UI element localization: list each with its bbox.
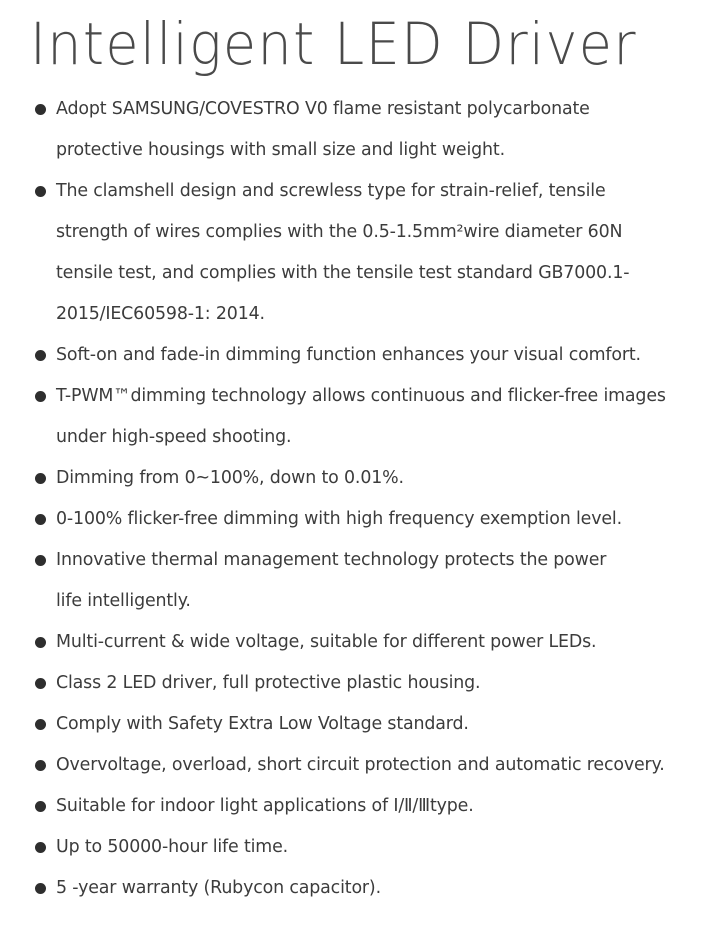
list-item [0, 786, 703, 827]
bullet-icon [35, 473, 46, 484]
bullet-icon [35, 842, 46, 853]
bullet-icon [35, 801, 46, 812]
feature-text: Soft-on and fade-in dimming function enhances your visual comfort. [56, 345, 641, 365]
feature-text: Dimming from 0~100%, down to 0.01%. [56, 468, 404, 488]
feature-text: Comply with Safety Extra Low Voltage standard. [56, 714, 469, 734]
list-item [0, 704, 703, 745]
feature-text: Up to 50000-hour life time. [56, 837, 289, 857]
feature-text: T-PWM™dimming technology allows continuous and flicker-free images under high-speed shooting. [56, 386, 666, 447]
feature-text: Multi-current & wide voltage, suitable for different power LEDs. [56, 632, 597, 652]
list-item [0, 171, 703, 335]
list-item [0, 745, 703, 786]
feature-text: The clamshell design and screwless type for strain-relief, tensile strength of wires complies with the 0.5-1.5mm²wire diameter 60N tensile test, and complies with the tensile test standard GB7000.1- 2015/IEC60598-1: 2014. [56, 181, 630, 324]
bullet-icon [35, 637, 46, 648]
list-item [0, 335, 703, 376]
list-item [0, 499, 703, 540]
bullet-icon [35, 883, 46, 894]
feature-list [0, 89, 703, 909]
list-item [0, 540, 703, 622]
feature-text: Class 2 LED driver, full protective plastic housing. [56, 673, 481, 693]
list-item [0, 376, 703, 458]
page-title: Intelligent LED Driver [30, 10, 637, 78]
bullet-icon [35, 719, 46, 730]
list-item [0, 622, 703, 663]
bullet-icon [35, 514, 46, 525]
feature-text: 0-100% flicker-free dimming with high frequency exemption level. [56, 509, 622, 529]
feature-text: Adopt SAMSUNG/COVESTRO V0 flame resistant polycarbonate protective housings with small size and light weight. [56, 99, 590, 160]
bullet-icon [35, 760, 46, 771]
bullet-icon [35, 678, 46, 689]
list-item [0, 868, 703, 909]
list-item [0, 663, 703, 704]
bullet-icon [35, 350, 46, 361]
bullet-icon [35, 104, 46, 115]
bullet-icon [35, 186, 46, 197]
feature-text: Overvoltage, overload, short circuit protection and automatic recovery. [56, 755, 665, 775]
feature-text: 5 -year warranty (Rubycon capacitor). [56, 878, 381, 898]
feature-text: Innovative thermal management technology protects the power life intelligently. [56, 550, 607, 611]
list-item [0, 827, 703, 868]
bullet-icon [35, 555, 46, 566]
bullet-icon [35, 391, 46, 402]
feature-text: Suitable for indoor light applications of Ⅰ/Ⅱ/Ⅲtype. [56, 796, 474, 816]
list-item [0, 458, 703, 499]
list-item [0, 89, 703, 171]
